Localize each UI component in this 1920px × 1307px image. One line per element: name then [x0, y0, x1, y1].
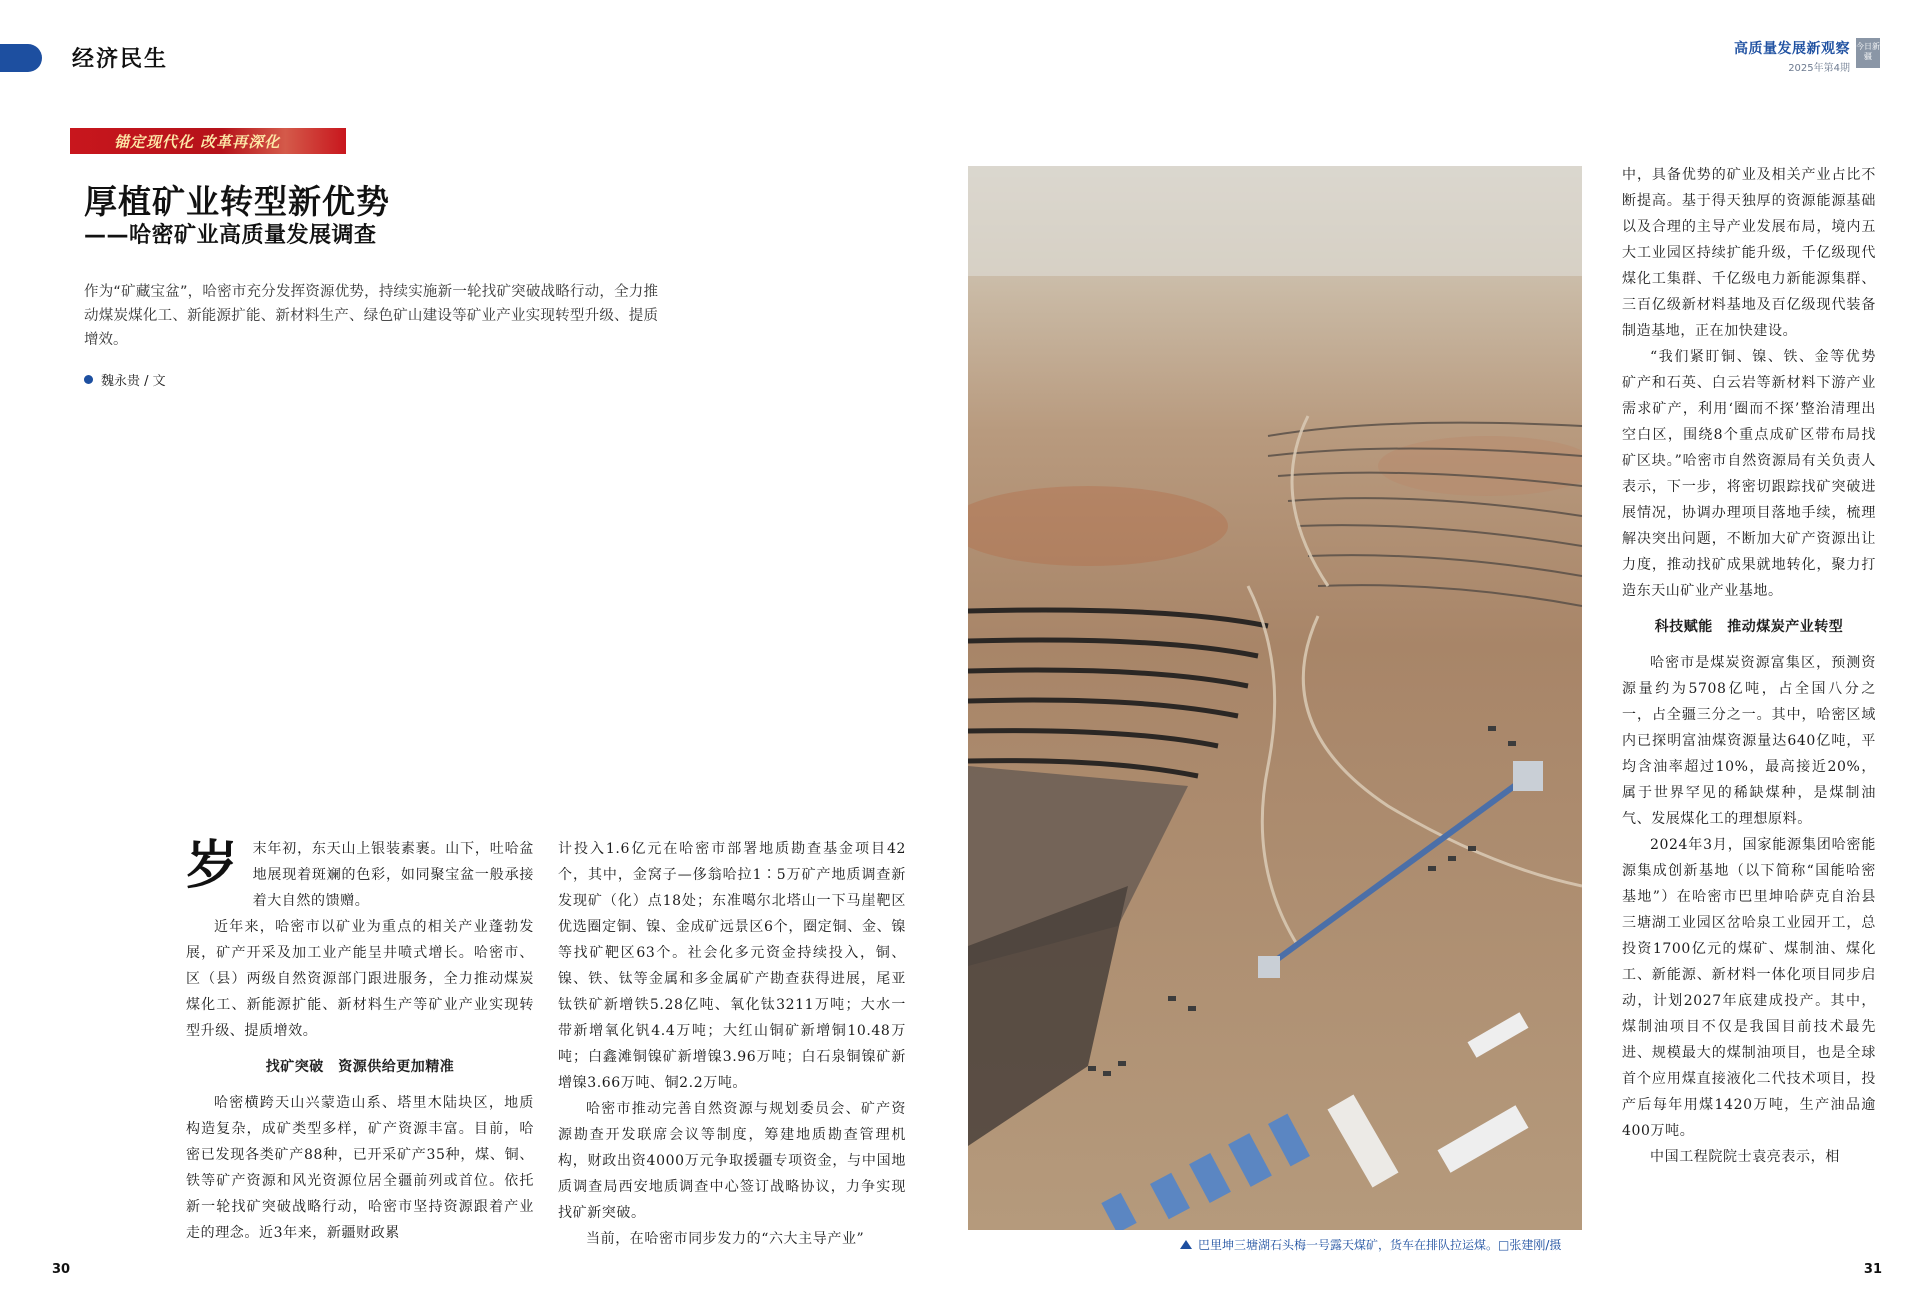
- magazine-title: 高质量发展新观察: [1734, 41, 1850, 57]
- open-pit-mine-photo: [968, 166, 1582, 1230]
- drop-cap: 岁: [186, 835, 239, 896]
- section-heading: 科技赋能 推动煤炭产业转型: [1654, 619, 1844, 635]
- article-lead: 作为“矿藏宝盆”，哈密市充分发挥资源优势，持续实施新一轮找矿突破战略行动，全力推动煤炭煤化工、新能源扩能、新材料生产、绿色矿山建设等矿业产业实现转型升级、提质增效。: [84, 284, 658, 348]
- byline-dot-icon: [84, 375, 93, 384]
- banner-text: 锚定现代化 改革再深化: [114, 132, 281, 151]
- issue-label: 2025年第4期: [1788, 63, 1850, 74]
- body-column-1: [186, 836, 534, 1246]
- body-column-3: [1622, 162, 1876, 1170]
- paragraph: 中，具备优势的矿业及相关产业占比不断提高。基于得天独厚的资源能源基础以及合理的主导产业发展布局，境内五大工业园区持续扩能升级，千亿级现代煤化工集群、千亿级电力新能源集群、三百亿级新材料基地及百亿级现代装备制造基地，正在加快建设。: [1622, 167, 1876, 339]
- paragraph: “我们紧盯铜、镍、铁、金等优势矿产和石英、白云岩等新材料下游产业需求矿产，利用‘圈而不探’整治清理出空白区，围绕8个重点成矿区带布局找矿区块。”哈密市自然资源局有关负责人表示，下一步，将密切跟踪找矿突破进展情况，协调办理项目落地手续，梳理解决突出问题，不断加大矿产资源出让力度，推动找矿成果就地转化，聚力打造东天山矿业产业基地。: [1622, 349, 1876, 599]
- byline: [84, 370, 166, 389]
- article-subtitle: ——哈密矿业高质量发展调查: [84, 223, 377, 248]
- paragraph: 近年来，哈密市以矿业为重点的相关产业蓬勃发展，矿产开采及加工业产能呈井喷式增长。哈密市、区（县）两级自然资源部门跟进服务，全力推动煤炭煤化工、新能源扩能、新材料生产等矿业产业实现转型升级、提质增效。: [186, 919, 534, 1039]
- magazine-logo: 今日新疆: [1856, 38, 1880, 68]
- paragraph-text: 末年初，东天山上银装素裹。山下，吐哈盆地展现着斑斓的色彩，如同聚宝盆一般承接着大自然的馈赠。: [252, 841, 534, 909]
- paragraph: 当前，在哈密市同步发力的“六大主导产业”: [586, 1231, 865, 1247]
- mine-aerial-illustration: [968, 166, 1582, 1230]
- photo-caption: [1180, 1236, 1561, 1253]
- caption-triangle-icon: [1180, 1240, 1192, 1249]
- topic-banner: [70, 128, 346, 154]
- paragraph: 哈密市推动完善自然资源与规划委员会、矿产资源勘查开发联席会议等制度，筹建地质勘查管理机构，财政出资4000万元争取援疆专项资金，与中国地质调查局西安地质调查中心签订战略协议，力争实现找矿新突破。: [558, 1101, 906, 1221]
- article-title: 厚植矿业转型新优势: [84, 182, 390, 221]
- caption-text: 巴里坤三塘湖石头梅一号露天煤矿，货车在排队拉运煤。□张建刚/摄: [1198, 1238, 1562, 1252]
- paragraph: 计投入1.6亿元在哈密市部署地质勘查基金项目42个，其中，金窝子—侈翁哈拉1∶5万矿产地质调查新发现矿（化）点18处；东准噶尔北塔山一下马崖靶区优选圈定铜、镍、金成矿远景区6个，圈定铜、金、镍等找矿靶区63个。社会化多元资金持续投入，铜、镍、铁、钛等金属和多金属矿产勘查获得进展，尾亚钛铁矿新增铁5.28亿吨、氧化钛3211万吨；大水一带新增氧化钒4.4万吨；大红山铜矿新增铜10.48万吨；白鑫滩铜镍矿新增镍3.96万吨；白石泉铜镍矿新增镍3.66万吨、铜2.2万吨。: [558, 841, 906, 1091]
- paragraph: 哈密市是煤炭资源富集区，预测资源量约为5708亿吨，占全国八分之一，占全疆三分之一。其中，哈密区域内已探明富油煤资源量达640亿吨，平均含油率超过10%，最高接近20%，属于世界罕见的稀缺煤种，是煤制油气、发展煤化工的理想原料。: [1622, 655, 1876, 827]
- paragraph: [186, 836, 534, 914]
- magazine-header: [1734, 38, 1880, 74]
- paragraph: 哈密横跨天山兴蒙造山系、塔里木陆块区，地质构造复杂，成矿类型多样，矿产资源丰富。目前，哈密已发现各类矿产88种，已开采矿产35种，煤、铜、铁等矿产资源和风光资源位居全疆前列或首位。依托新一轮找矿突破战略行动，哈密市坚持资源跟着产业走的理念。近3年来，新疆财政累: [186, 1095, 534, 1241]
- body-column-2: [558, 836, 906, 1252]
- paragraph: 2024年3月，国家能源集团哈密能源集成创新基地（以下简称“国能哈密基地”）在哈密市巴里坤哈萨克自治县三塘湖工业园区岔哈泉工业园开工，总投资1700亿元的煤矿、煤制油、煤化工、新能源、新材料一体化项目同步启动，计划2027年底建成投产。其中，煤制油项目不仅是我国目前技术最先进、规模最大的煤制油项目，也是全球首个应用煤直接液化二代技术项目，投产后每年用煤1420万吨，生产油品逾400万吨。: [1622, 837, 1876, 1139]
- section-tab-marker: [0, 44, 42, 72]
- page-number-left: 30: [52, 1262, 71, 1277]
- byline-text: 魏永贵 / 文: [101, 374, 166, 389]
- page-number-right: 31: [1863, 1262, 1882, 1277]
- section-name: 经济民生: [72, 46, 169, 72]
- paragraph: 中国工程院院士袁亮表示，相: [1650, 1149, 1840, 1165]
- section-heading: 找矿突破 资源供给更加精准: [265, 1059, 455, 1075]
